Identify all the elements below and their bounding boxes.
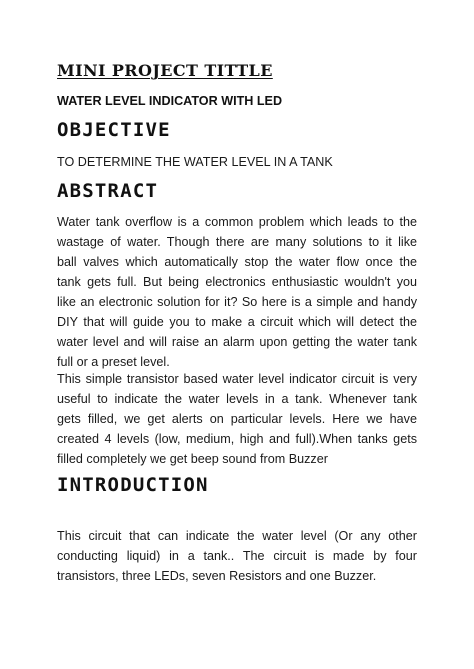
introduction-heading: INTRODUCTION: [57, 474, 209, 496]
objective-line: TO DETERMINE THE WATER LEVEL IN A TANK: [57, 155, 333, 169]
abstract-p1-line: DIY that will guide you to make a circuit which will detect the: [57, 315, 417, 329]
abstract-p1-line: tank gets full. But being electronics enthusiastic wouldn't you: [57, 275, 417, 289]
abstract-p2-line: This simple transistor based water level indicator circuit is very: [57, 372, 417, 386]
abstract-p1-line: ball valves which automatically stop the water flow once the: [57, 255, 417, 269]
abstract-p2-line: filled completely we get beep sound from Buzzer: [57, 452, 328, 466]
abstract-p1-line: like an electronic solution for it? So here is a simple and handy: [57, 295, 417, 309]
objective-heading: OBJECTIVE: [57, 119, 171, 141]
abstract-p1-line: Water tank overflow is a common problem which leads to the: [57, 215, 417, 229]
abstract-p1-line: full or a preset level.: [57, 355, 170, 369]
abstract-p1-line: water level and will raise an alarm upon getting the water tank: [57, 335, 417, 349]
introduction-line: transistors, three LEDs, seven Resistors and one Buzzer.: [57, 569, 377, 583]
abstract-p2-line: created 4 levels (low, medium, high and full).When tanks gets: [57, 432, 417, 446]
abstract-p2-line: useful to indicate the water levels in a tank. Whenever tank: [57, 392, 417, 406]
introduction-line: conducting liquid) in a tank.. The circuit is made by four: [57, 549, 417, 563]
project-subtitle: WATER LEVEL INDICATOR WITH LED: [57, 94, 283, 108]
introduction-line: This circuit that can indicate the water level (Or any other: [57, 529, 417, 543]
project-title: MINI PROJECT TITTLE: [57, 61, 273, 80]
abstract-p1-line: wastage of water. Though there are many solutions to it like: [57, 235, 417, 249]
abstract-p2-line: gets filled, we get alerts on particular levels. Here we have: [57, 412, 417, 426]
abstract-heading: ABSTRACT: [57, 180, 159, 202]
